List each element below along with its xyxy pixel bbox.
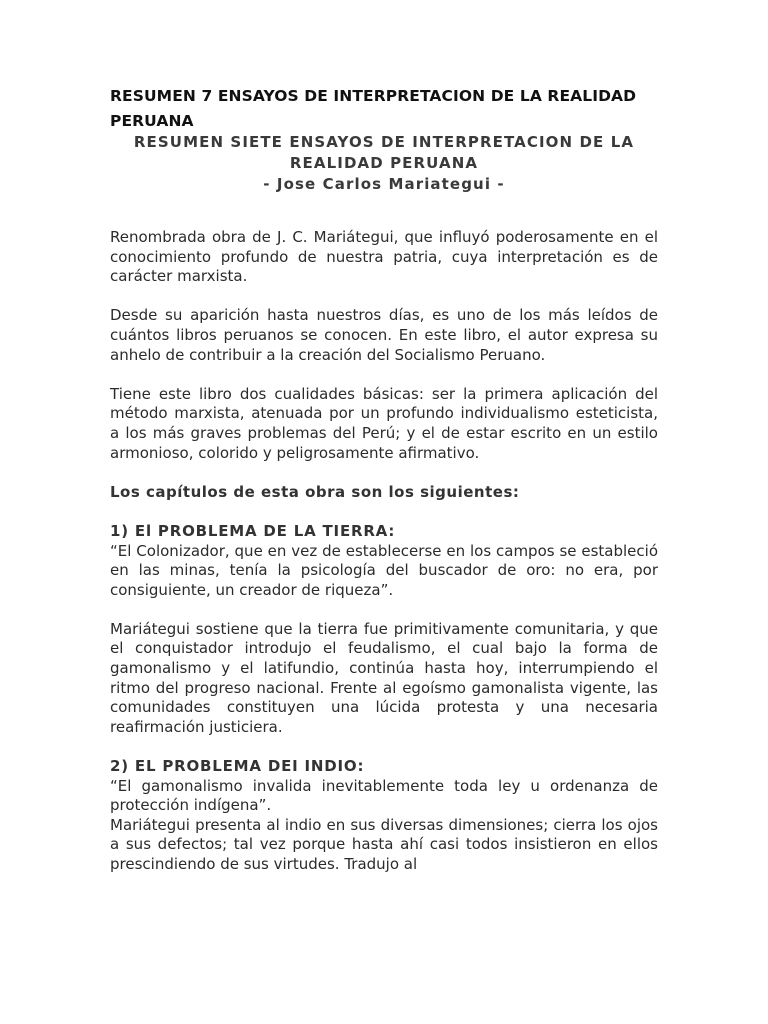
section-1-body: Mariátegui sostiene que la tierra fue primitivamente comunitaria, y que el conquistador introdujo el feudalismo, el cual bajo la forma de gamonalismo y el latifundio, continúa hasta hoy, interrumpiendo el ritmo del progreso nacional. Frente al egoísmo gamonalista vigente, las comunidades constituyen una lúcida protesta y una necesaria reafirmación justiciera. [110, 619, 658, 736]
intro-paragraph-1: Renombrada obra de J. C. Mariátegui, que influyó poderosamente en el conocimiento profundo de nuestra patria, cuya interpretación es de carácter marxista. [110, 228, 658, 286]
author-line: - Jose Carlos Mariategui - [263, 175, 505, 193]
subtitle-line-1: RESUMEN SIETE ENSAYOS DE INTERPRETACION DE LA [133, 133, 635, 151]
section-1-heading: 1) El PROBLEMA DE LA TIERRA: [110, 521, 396, 540]
subtitle-line-2: REALIDAD PERUANA [289, 154, 479, 172]
section-2-body: Mariátegui presenta al indio en sus diversas dimensiones; cierra los ojos a sus defectos; tal vez porque hasta ahí casi todos insistieron en ellos prescindiendo de sus virtudes. Tradujo al [110, 815, 658, 873]
chapters-heading: Los capítulos de esta obra son los siguientes: [110, 482, 520, 501]
section-1-quote: “El Colonizador, que en vez de establecerse en los campos se estableció en las minas, tenía la psicología del buscador de oro: no era, por consiguiente, un creador de riqueza”. [110, 541, 658, 599]
section-2-heading: 2) EL PROBLEMA DEI INDIO: [110, 757, 365, 776]
document-body [110, 228, 658, 875]
intro-paragraph-3: Tiene este libro dos cualidades básicas: ser la primera aplicación del método marxista, atenuada por un profundo individualismo esteticista, a los más graves problemas del Perú; y el de estar escrito en un estilo armonioso, colorido y peligrosamente afirmativo. [110, 384, 658, 462]
subtitle-block [110, 132, 658, 195]
document-title: RESUMEN 7 ENSAYOS DE INTERPRETACION DE LA REALIDAD PERUANA [110, 87, 637, 130]
section-2-quote: “El gamonalismo invalida inevitablemente toda ley u ordenanza de protección indígena”. [110, 776, 658, 815]
intro-paragraph-2: Desde su aparición hasta nuestros días, es uno de los más leídos de cuántos libros peruanos se conocen. En este libro, el autor expresa su anhelo de contribuir a la creación del Socialismo Peruano. [110, 306, 658, 364]
